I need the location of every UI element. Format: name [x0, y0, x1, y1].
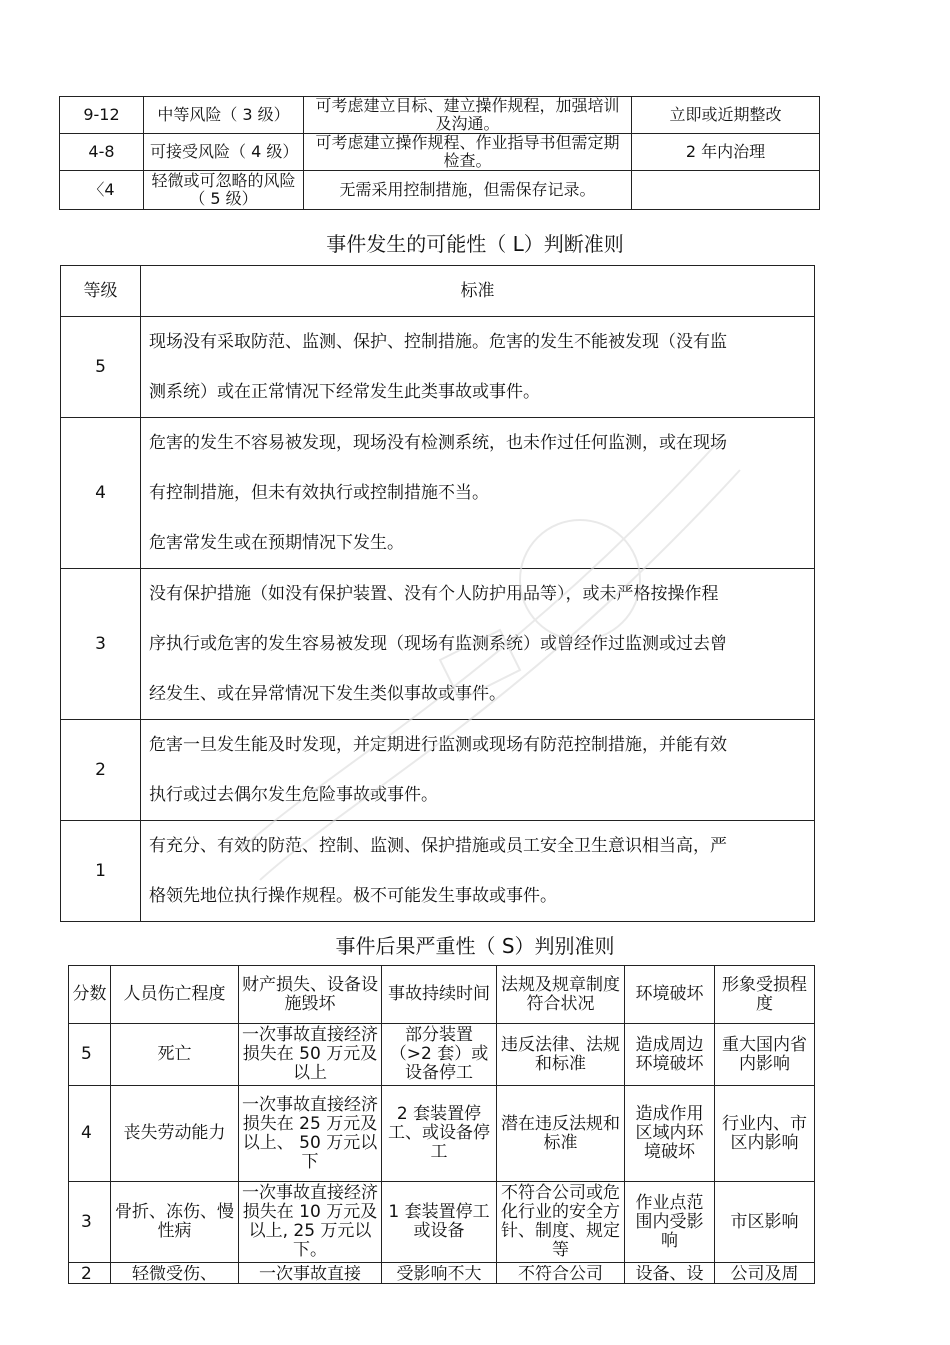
likelihood-grade-cell: 2: [61, 720, 141, 821]
severity-cell-text: 2: [81, 1265, 92, 1281]
risk-row: [60, 134, 820, 171]
severity-header-cell: 人员伤亡程度: [111, 966, 239, 1024]
severity-row: [69, 1263, 815, 1284]
severity-regulation-cell: [497, 1263, 625, 1284]
likelihood-standard-cell: [141, 821, 815, 922]
risk-timeline-cell: 立即或近期整改: [632, 97, 820, 134]
severity-header-cell: 环境破坏: [625, 966, 715, 1024]
severity-duration-cell: 1 套装置停工或设备: [382, 1182, 497, 1263]
standard-line: 经发生、或在异常情况下发生类似事故或事件。: [149, 684, 506, 704]
severity-header-row: [69, 966, 815, 1024]
severity-cell-text: 不符合公司: [518, 1265, 603, 1281]
severity-image-cell: 重大国内省内影响: [715, 1024, 815, 1086]
severity-criteria-table: [68, 965, 815, 1284]
severity-image-cell: [715, 1263, 815, 1284]
severity-regulation-cell: 违反法律、法规和标准: [497, 1024, 625, 1086]
risk-score-cell: 9-12: [60, 97, 144, 134]
severity-row: [69, 1182, 815, 1263]
likelihood-grade-cell: 5: [61, 317, 141, 418]
likelihood-row: [61, 720, 815, 821]
severity-environment-cell: 造成作用区域内环境破坏: [625, 1086, 715, 1182]
risk-row: [60, 97, 820, 134]
severity-cell-text: 公司及周: [730, 1265, 799, 1281]
severity-regulation-cell: 潜在违反法规和标准: [497, 1086, 625, 1182]
severity-header-cell: 法规及规章制度符合状况: [497, 966, 625, 1024]
severity-score-cell: [69, 1263, 111, 1284]
standard-line: 危害一旦发生能及时发现，并定期进行监测或现场有防范控制措施，并能有效: [149, 735, 727, 755]
risk-score-cell: 〈4: [60, 171, 144, 210]
likelihood-grade-cell: 3: [61, 569, 141, 720]
severity-environment-cell: 造成周边环境破坏: [625, 1024, 715, 1086]
severity-casualty-cell: 骨折、冻伤、慢性病: [111, 1182, 239, 1263]
grade-header: 等级: [61, 266, 141, 317]
severity-image-cell: 市区影响: [715, 1182, 815, 1263]
likelihood-standard-cell: [141, 569, 815, 720]
severity-environment-cell: [625, 1263, 715, 1284]
likelihood-grade-cell: 4: [61, 418, 141, 569]
risk-measure-cell: 可考虑建立目标、建立操作规程，加强培训及沟通。: [304, 97, 632, 134]
likelihood-row: [61, 569, 815, 720]
standard-line: 序执行或危害的发生容易被发现（现场有监测系统）或曾经作过监测或过去曾: [149, 634, 727, 654]
severity-casualty-cell: [111, 1263, 239, 1284]
severity-title: 事件后果严重性（ S）判别准则: [335, 934, 615, 958]
risk-level-cell: 可接受风险（ 4 级）: [144, 134, 304, 171]
severity-cell-text: 设备、设: [635, 1265, 704, 1281]
severity-row: [69, 1086, 815, 1182]
severity-casualty-cell: 死亡: [111, 1024, 239, 1086]
standard-line: 没有保护措施（如没有保护装置、没有个人防护用品等），或未严格按操作程: [149, 584, 719, 604]
likelihood-title: 事件发生的可能性（ L）判断准则: [326, 232, 624, 256]
likelihood-standard-cell: [141, 317, 815, 418]
severity-cell-text: 受影响不大: [396, 1265, 482, 1281]
risk-level-cell: 中等风险（ 3 级）: [144, 97, 304, 134]
standard-line: 格领先地位执行操作规程。极不可能发生事故或事件。: [149, 886, 557, 906]
severity-score-cell: 3: [69, 1182, 111, 1263]
standard-line: 测系统）或在正常情况下经常发生此类事故或事件。: [149, 382, 540, 402]
standard-line: 危害常发生或在预期情况下发生。: [149, 533, 404, 553]
severity-row: [69, 1024, 815, 1086]
risk-timeline-cell: 2 年内治理: [632, 134, 820, 171]
likelihood-standard-cell: [141, 720, 815, 821]
risk-level-cell: 轻微或可忽略的风险（ 5 级）: [144, 171, 304, 210]
severity-property-cell: 一次事故直接经济损失在 50 万元及以上: [239, 1024, 382, 1086]
severity-header-cell: 财产损失、设备设施毁坏: [239, 966, 382, 1024]
risk-table-body: [60, 97, 820, 210]
likelihood-row: [61, 317, 815, 418]
severity-header-cell: 形象受损程度: [715, 966, 815, 1024]
severity-duration-cell: 2 套装置停工、或设备停工: [382, 1086, 497, 1182]
risk-timeline-cell: [632, 171, 820, 210]
severity-image-cell: 行业内、市区内影响: [715, 1086, 815, 1182]
standard-header: 标准: [141, 266, 815, 317]
risk-row: [60, 171, 820, 210]
risk-score-cell: 4-8: [60, 134, 144, 171]
severity-table-body: [69, 1024, 815, 1284]
likelihood-table-body: [61, 317, 815, 922]
risk-measure-cell: 无需采用控制措施，但需保存记录。: [304, 171, 632, 210]
risk-level-table: [59, 96, 820, 210]
standard-line: 危害的发生不容易被发现，现场没有检测系统，也未作过任何监测，或在现场: [149, 433, 727, 453]
likelihood-standard-cell: [141, 418, 815, 569]
severity-cell-text: 轻微受伤、: [132, 1265, 217, 1281]
likelihood-criteria-table: [60, 265, 815, 922]
severity-property-cell: 一次事故直接经济损失在 25 万元及以上、 50 万元以下: [239, 1086, 382, 1182]
standard-line: 执行或过去偶尔发生危险事故或事件。: [149, 785, 438, 805]
severity-regulation-cell: 不符合公司或危化行业的安全方针、制度、规定等: [497, 1182, 625, 1263]
likelihood-row: [61, 418, 815, 569]
likelihood-grade-cell: 1: [61, 821, 141, 922]
severity-score-cell: 5: [69, 1024, 111, 1086]
standard-line: 有充分、有效的防范、控制、监测、保护措施或员工安全卫生意识相当高，严: [149, 836, 727, 856]
severity-header-cell: 事故持续时间: [382, 966, 497, 1024]
severity-casualty-cell: 丧失劳动能力: [111, 1086, 239, 1182]
severity-environment-cell: 作业点范围内受影响: [625, 1182, 715, 1263]
standard-line: 现场没有采取防范、监测、保护、控制措施。危害的发生不能被发现（没有监: [149, 332, 727, 352]
standard-line: 有控制措施，但未有效执行或控制措施不当。: [149, 483, 489, 503]
likelihood-row: [61, 821, 815, 922]
severity-score-cell: 4: [69, 1086, 111, 1182]
severity-property-cell: [239, 1263, 382, 1284]
risk-measure-cell: 可考虑建立操作规程、作业指导书但需定期检查。: [304, 134, 632, 171]
severity-header-cell: 分数: [69, 966, 111, 1024]
severity-duration-cell: 部分装置（>2 套）或设备停工: [382, 1024, 497, 1086]
severity-duration-cell: [382, 1263, 497, 1284]
severity-cell-text: 一次事故直接: [259, 1265, 361, 1281]
severity-property-cell: 一次事故直接经济损失在 10 万元及以上, 25 万元以下。: [239, 1182, 382, 1263]
